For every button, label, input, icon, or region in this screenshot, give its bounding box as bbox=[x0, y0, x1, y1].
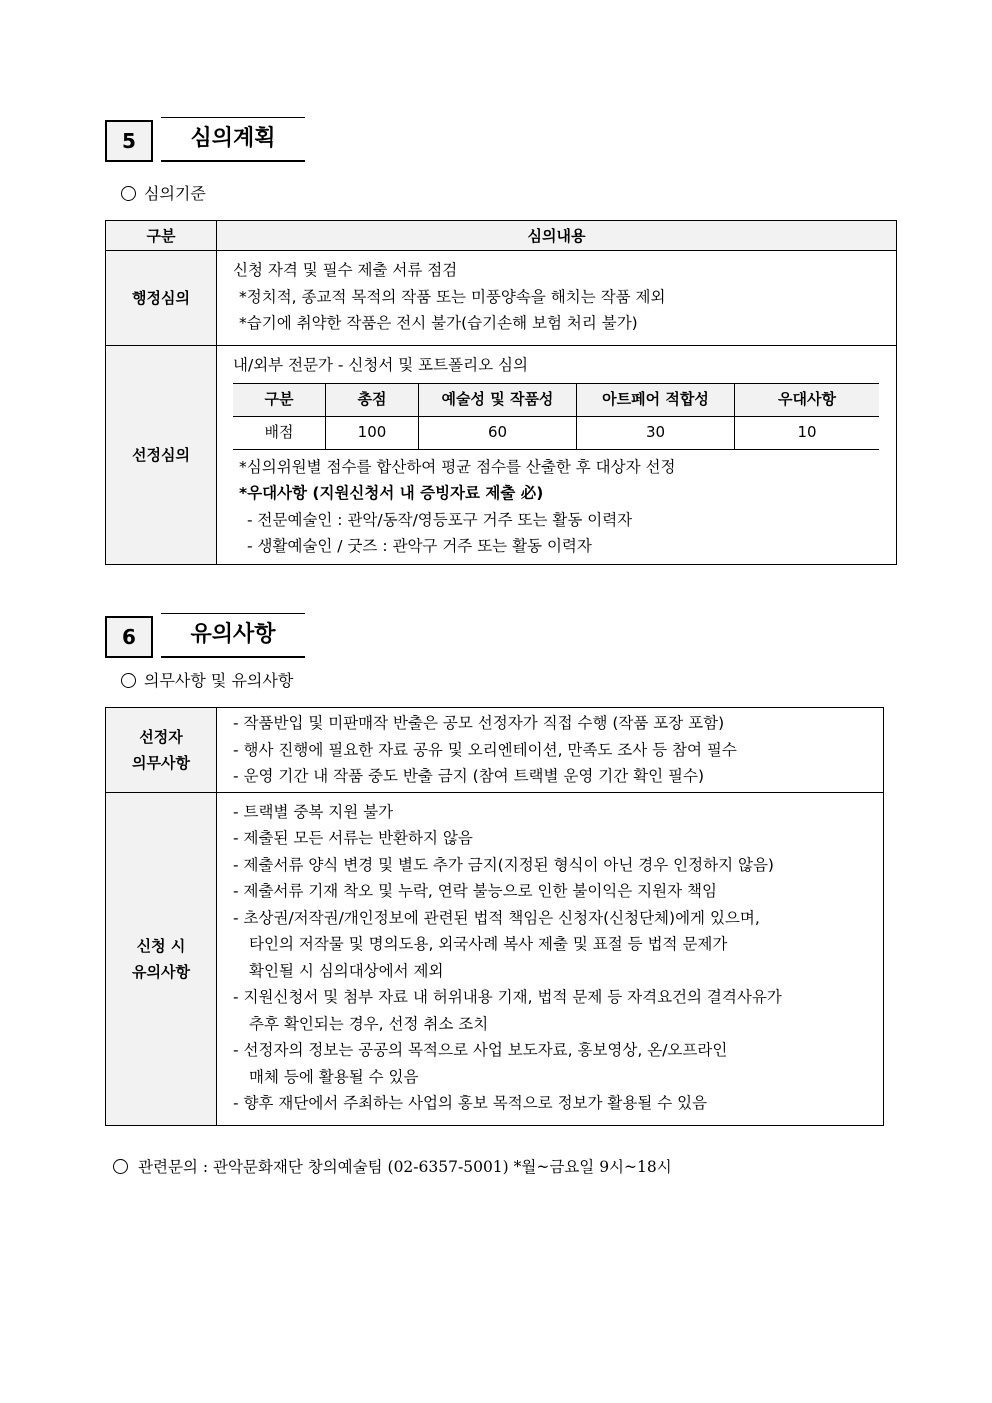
header-content: 심의내용 bbox=[217, 221, 897, 251]
table-row-caution bbox=[106, 792, 884, 1125]
caution-item: 매체 등에 활용될 수 있음 bbox=[249, 1067, 419, 1086]
score-header: 예술성 및 작품성 bbox=[419, 383, 577, 416]
bullet-review-criteria bbox=[121, 183, 206, 205]
review-criteria-table bbox=[105, 220, 897, 565]
row-label-selection: 선정심의 bbox=[106, 346, 217, 565]
score-cell: 100 bbox=[326, 416, 419, 449]
table-row-admin bbox=[106, 251, 897, 346]
duty-item: - 운영 기간 내 작품 중도 반출 금지 (참여 트랙별 운영 기간 확인 필수) bbox=[233, 767, 705, 785]
score-header: 구분 bbox=[233, 383, 326, 416]
section-number: 6 bbox=[105, 616, 153, 658]
score-cell: 10 bbox=[735, 416, 880, 449]
bullet-text: 의무사항 및 유의사항 bbox=[144, 671, 294, 690]
row-label-duty bbox=[106, 708, 217, 793]
preference-item: - 생활예술인 / 굿즈 : 관악구 거주 또는 활동 이력자 bbox=[247, 537, 592, 555]
section-number: 5 bbox=[105, 120, 153, 162]
circle-bullet-icon bbox=[113, 1159, 128, 1174]
table-row-duty bbox=[106, 708, 884, 793]
label-line: 신청 시 bbox=[136, 936, 186, 955]
duty-item: - 작품반입 및 미판매작 반출은 공모 선정자가 직접 수행 (작품 포장 포함) bbox=[233, 714, 725, 732]
table-row-selection bbox=[106, 346, 897, 565]
selection-note: *심의위원별 점수를 합산하여 평균 점수를 산출한 후 대상자 선정 bbox=[239, 457, 676, 476]
score-value-row bbox=[233, 416, 879, 449]
admin-content bbox=[217, 251, 897, 346]
bullet-notices bbox=[121, 670, 293, 692]
score-cell: 배점 bbox=[233, 416, 326, 449]
caution-item: - 제출서류 기재 착오 및 누락, 연락 불능으로 인한 불이익은 지원자 책임 bbox=[233, 882, 717, 900]
circle-bullet-icon bbox=[121, 673, 136, 688]
score-cell: 60 bbox=[419, 416, 577, 449]
preference-title: *우대사항 (지원신청서 내 증빙자료 제출 必) bbox=[239, 484, 544, 502]
label-line: 선정자 bbox=[139, 727, 183, 746]
score-header-row bbox=[233, 383, 879, 416]
score-cell: 30 bbox=[577, 416, 735, 449]
caution-content bbox=[217, 792, 884, 1125]
row-label-caution bbox=[106, 792, 217, 1125]
circle-bullet-icon bbox=[121, 186, 136, 201]
caution-item: - 지원신청서 및 첨부 자료 내 허위내용 기재, 법적 문제 등 자격요건의 결격사유가 bbox=[233, 988, 782, 1006]
score-table bbox=[233, 383, 879, 450]
caution-item: 타인의 저작물 및 명의도용, 외국사례 복사 제출 및 표절 등 법적 문제가 bbox=[249, 935, 728, 953]
caution-item: - 제출서류 양식 변경 및 별도 추가 금지(지정된 형식이 아닌 경우 인정하지 않음) bbox=[233, 855, 774, 874]
duty-item: - 행사 진행에 필요한 자료 공유 및 오리엔테이션, 만족도 조사 등 참여 필수 bbox=[233, 740, 737, 759]
caution-item: - 제출된 모든 서류는 반환하지 않음 bbox=[233, 829, 473, 847]
caution-item: 확인될 시 심의대상에서 제외 bbox=[249, 961, 444, 980]
contact-footer bbox=[113, 1156, 672, 1178]
score-header: 총점 bbox=[326, 383, 419, 416]
section-title: 유의사항 bbox=[161, 616, 305, 658]
admin-line: 신청 자격 및 필수 제출 서류 점검 bbox=[233, 261, 458, 279]
label-line: 유의사항 bbox=[132, 962, 190, 981]
caution-item: - 트랙별 중복 지원 불가 bbox=[233, 802, 394, 821]
selection-intro: 내/외부 전문가 - 신청서 및 포트폴리오 심의 bbox=[233, 356, 528, 374]
preference-item: - 전문예술인 : 관악/동작/영등포구 거주 또는 활동 이력자 bbox=[247, 510, 633, 529]
header-category: 구분 bbox=[106, 221, 217, 251]
admin-line: *정치적, 종교적 목적의 작품 또는 미풍양속을 해치는 작품 제외 bbox=[239, 287, 666, 306]
contact-text: 관련문의 : 관악문화재단 창의예술팀 (02-6357-5001) *월~금요일 9시~18시 bbox=[138, 1158, 672, 1176]
selection-content bbox=[217, 346, 897, 565]
score-header: 아트페어 적합성 bbox=[577, 383, 735, 416]
notices-table bbox=[105, 707, 884, 1126]
bullet-text: 심의기준 bbox=[144, 184, 206, 203]
caution-item: - 초상권/저작권/개인정보에 관련된 법적 책임은 신청자(신청단체)에게 있으며, bbox=[233, 908, 760, 927]
admin-line: *습기에 취약한 작품은 전시 불가(습기손해 보험 처리 불가) bbox=[239, 314, 638, 332]
section-title: 심의계획 bbox=[161, 120, 305, 162]
label-line: 의무사항 bbox=[132, 753, 190, 772]
duty-content bbox=[217, 708, 884, 793]
table-header-row bbox=[106, 221, 897, 251]
caution-item: 추후 확인되는 경우, 선정 취소 조치 bbox=[249, 1014, 489, 1033]
caution-item: - 선정자의 정보는 공공의 목적으로 사업 보도자료, 홍보영상, 온/오프라인 bbox=[233, 1041, 728, 1059]
score-header: 우대사항 bbox=[735, 383, 880, 416]
row-label-admin: 행정심의 bbox=[106, 251, 217, 346]
caution-item: - 향후 재단에서 주최하는 사업의 홍보 목적으로 정보가 활용될 수 있음 bbox=[233, 1094, 708, 1112]
